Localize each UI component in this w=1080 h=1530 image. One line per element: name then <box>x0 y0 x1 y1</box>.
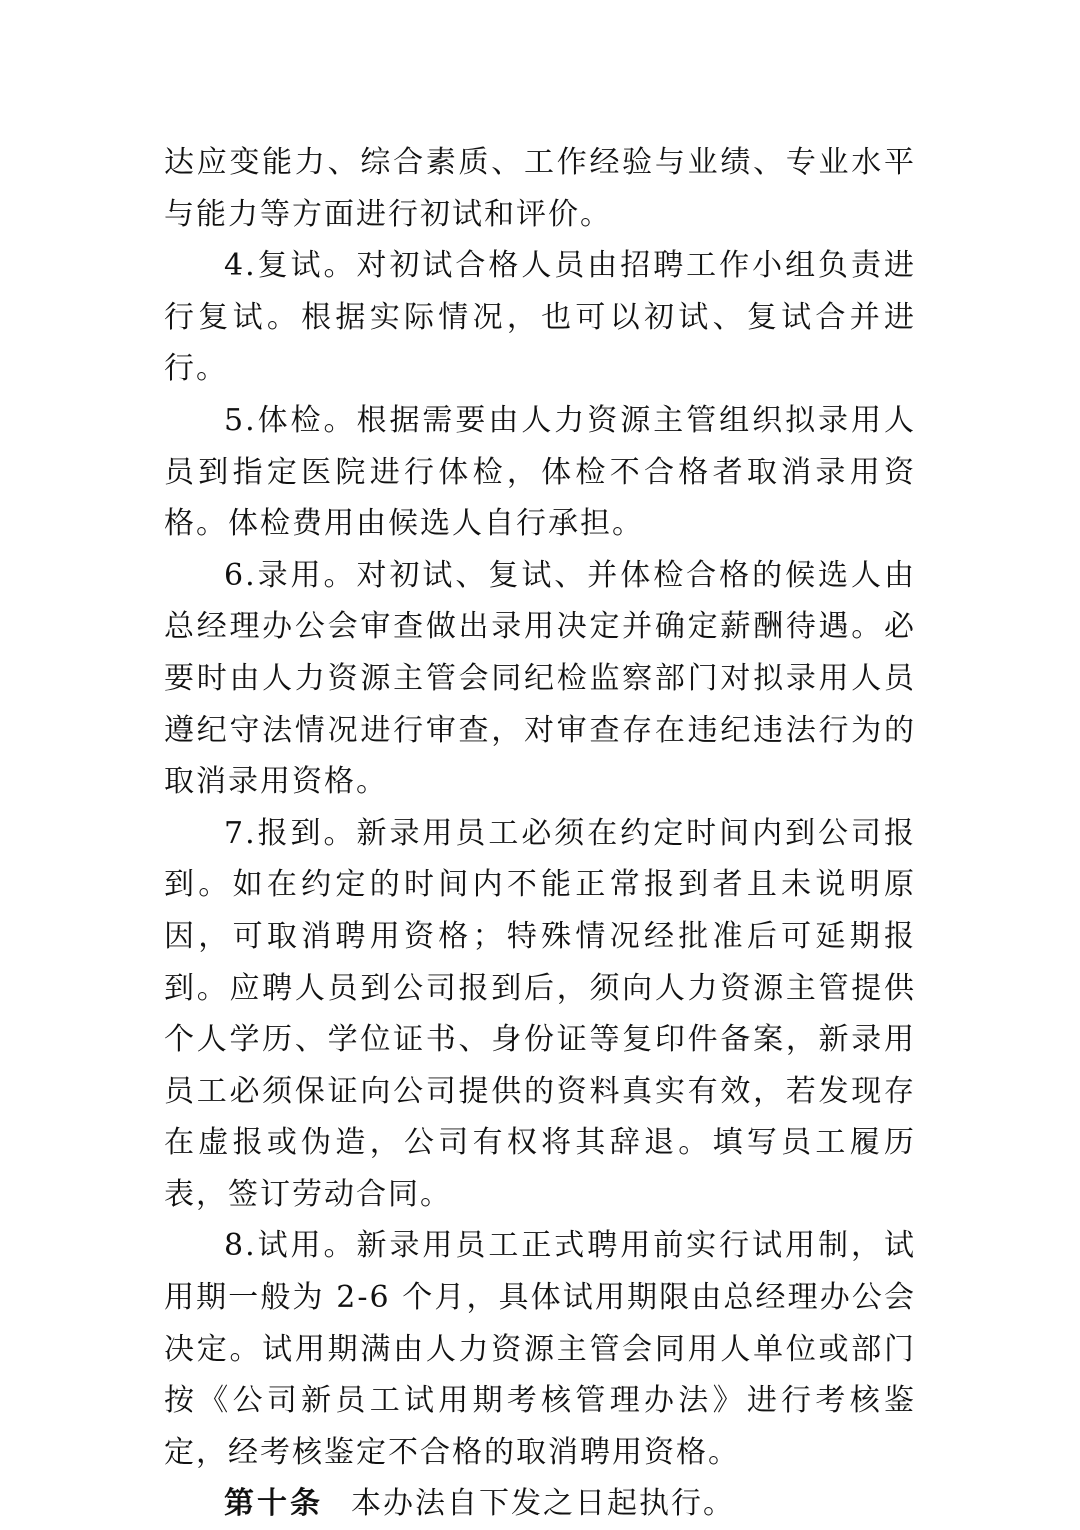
paragraph-reporting: 7.报到。新录用员工必须在约定时间内到公司报到。如在约定的时间内不能正常报到者且未说明原因，可取消聘用资格；特殊情况经批准后可延期报到。应聘人员到公司报到后，须向人力资源主管提供个人学历、学位证书、身份证等复印件备案，新录用员工必须保证向公司提供的资料真实有效，若发现存在虚报或伪造，公司有权将其辞退。填写员工履历表，签订劳动合同。 <box>164 815 916 1212</box>
article-heading: 第十条 <box>224 1486 323 1522</box>
paragraph-retest: 4.复试。对初试合格人员由招聘工作小组负责进行复试。根据实际情况，也可以初试、复试合并进行。 <box>164 248 916 387</box>
paragraph-continuation: 达应变能力、综合素质、工作经验与业绩、专业水平与能力等方面进行初试和评价。 <box>164 145 916 232</box>
paragraph-probation: 8.试用。新录用员工正式聘用前实行试用制，试用期一般为 2-6 个月，具体试用期限由总经理办公会决定。试用期满由人力资源主管会同用人单位或部门按《公司新员工试用期考核管理办法》进行考核鉴定，经考核鉴定不合格的取消聘用资格。 <box>164 1228 916 1470</box>
article-ten <box>164 1478 916 1530</box>
paragraph-hiring: 6.录用。对初试、复试、并体检合格的候选人由总经理办公会审查做出录用决定并确定薪酬待遇。必要时由人力资源主管会同纪检监察部门对拟录用人员遵纪守法情况进行审查，对审查存在违纪违法行为的取消录用资格。 <box>164 557 916 800</box>
paragraph-medical-exam: 5.体检。根据需要由人力资源主管组织拟录用人员到指定医院进行体检，体检不合格者取消录用资格。体检费用由候选人自行承担。 <box>164 402 916 542</box>
document-body <box>164 137 916 1530</box>
article-text: 本办法自下发之日起执行。 <box>351 1486 735 1522</box>
